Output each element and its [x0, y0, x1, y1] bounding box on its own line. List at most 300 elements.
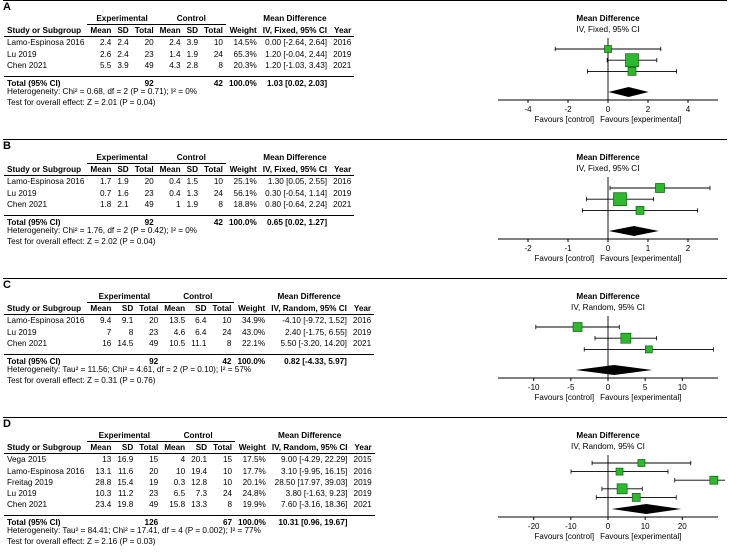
cell-exp-sd: 15.4: [117, 477, 134, 487]
cell-weight: 22.1%: [242, 338, 266, 348]
cell-exp-sd: 11.6: [117, 466, 134, 476]
cell-total-mean-difference: 1.03 [0.02, 2.03]: [260, 77, 330, 90]
cell-ctrl-total: 10: [222, 477, 233, 487]
col-weight: Weight: [226, 25, 260, 37]
statistics-notes: [7, 364, 251, 386]
cell-mean-difference: 1.20 [-0.04, 2.44]: [265, 49, 328, 59]
table-row: [4, 315, 374, 327]
cell-study: Lu 2019: [7, 489, 37, 499]
cell-ctrl-total: 24: [213, 49, 223, 59]
cell-exp-mean: 1.7: [99, 177, 112, 187]
cell-weight: 18.8%: [233, 199, 257, 209]
group-header-mean-difference: Mean Difference: [277, 292, 341, 302]
favours-labels: [490, 393, 726, 402]
cell-ctrl-sd: 13.3: [191, 500, 208, 510]
cell-year: 2015: [353, 455, 372, 465]
cell-mean-difference: 0.80 [-0.64, 2.24]: [265, 199, 328, 209]
cell-weight: 56.1%: [233, 188, 257, 198]
favours-experimental-label: Favours [experimental]: [600, 532, 682, 541]
study-table: [4, 430, 375, 529]
forest-panel-b: [0, 139, 730, 278]
effect-marker: [621, 333, 631, 343]
cell-weight: 65.3%: [233, 49, 257, 59]
cell-exp-total: 49: [144, 60, 154, 70]
cell-ctrl-sd: 1.5: [186, 177, 198, 187]
heterogeneity-text: Heterogeneity: Chi² = 0.68, df = 2 (P = 0.71); I² = 0%: [7, 86, 198, 96]
col-model: IV, Random, 95% CI: [269, 442, 351, 454]
favours-experimental-label: Favours [experimental]: [600, 393, 682, 402]
col-model: IV, Random, 95% CI: [268, 303, 350, 315]
table-column-header: [4, 303, 374, 315]
col-ctrl-sd: SD: [184, 164, 201, 176]
panel-label-a: A: [3, 1, 11, 13]
svg-text:-10: -10: [527, 383, 540, 392]
svg-text:-1: -1: [564, 244, 572, 253]
cell-study: Lamo-Espinosa 2016: [7, 466, 85, 476]
cell-exp-mean: 28.8: [95, 477, 112, 487]
cell-exp-sd: 14.5: [117, 338, 134, 348]
cell-exp-total: 23: [149, 327, 159, 337]
forest-plot-area: [490, 292, 726, 400]
cell-ctrl-mean: 4: [180, 455, 186, 465]
favours-labels: [490, 115, 726, 124]
cell-year: 2019: [353, 477, 372, 487]
col-ctrl-mean: Mean: [157, 25, 184, 37]
effect-marker: [628, 67, 636, 75]
cell-total-exp: 92: [136, 355, 161, 368]
statistics-notes: [7, 86, 197, 108]
table-column-header: [4, 25, 354, 37]
table-row: [4, 188, 354, 199]
col-model: IV, Fixed, 95% CI: [260, 25, 330, 37]
favours-labels: [490, 254, 726, 263]
panel-label-c: C: [3, 279, 11, 291]
col-exp-total: Total: [132, 25, 157, 37]
pooled-effect-diamond: [576, 365, 653, 375]
group-header-control: Control: [161, 291, 234, 303]
panel-label-d: D: [3, 418, 11, 430]
cell-exp-mean: 2.4: [99, 38, 112, 48]
cell-year: 2019: [333, 49, 352, 59]
cell-weight: 20.3%: [233, 60, 257, 70]
cell-ctrl-mean: 1.4: [169, 49, 181, 59]
favours-experimental-label: Favours [experimental]: [600, 115, 682, 124]
blank-cell: [226, 152, 260, 164]
svg-text:1: 1: [645, 244, 651, 253]
svg-text:4: 4: [685, 105, 691, 114]
cell-mean-difference: 9.00 [-4.29, 22.29]: [281, 455, 348, 465]
cell-ctrl-total: 10: [222, 316, 232, 326]
col-exp-total: Total: [136, 442, 161, 454]
effect-marker: [616, 468, 623, 475]
col-ctrl-mean: Mean: [161, 442, 188, 454]
cell-exp-mean: 5.5: [99, 60, 112, 70]
svg-text:-2: -2: [524, 244, 532, 253]
favours-labels: [490, 532, 726, 541]
cell-ctrl-mean: 10: [176, 466, 186, 476]
cell-total-mean-difference: 0.65 [0.02, 1.27]: [260, 216, 330, 229]
table-row: [4, 199, 354, 210]
cell-mean-difference: 1.30 [0.05, 2.55]: [267, 177, 328, 187]
forest-plot-area: [490, 431, 726, 539]
svg-text:-4: -4: [524, 105, 532, 114]
group-header-mean-difference: Mean Difference: [263, 14, 327, 24]
svg-text:-20: -20: [527, 522, 540, 531]
cell-study: Lamo-Espinosa 2016: [7, 316, 85, 326]
table-row: [4, 327, 374, 338]
overall-effect-text: Test for overall effect: Z = 0.31 (P = 0.76): [7, 375, 156, 385]
col-weight: Weight: [234, 303, 268, 315]
cell-mean-difference: 3.10 [-9.95, 16.15]: [281, 466, 348, 476]
svg-text:0: 0: [605, 105, 611, 114]
heterogeneity-text: Heterogeneity: Tau² = 11.56; Chi² = 4.61, df = 2 (P = 0.10); I² = 57%: [7, 364, 252, 374]
forest-plot-svg: [490, 38, 726, 118]
cell-exp-total: 49: [144, 199, 154, 209]
effect-marker: [617, 484, 627, 494]
effect-marker: [632, 493, 640, 501]
col-year: Year: [330, 25, 354, 37]
col-study: Study or Subgroup: [4, 25, 87, 37]
cell-total-ctrl: 42: [201, 216, 226, 229]
overall-effect-text: Test for overall effect: Z = 2.02 (P = 0.04): [7, 236, 156, 246]
cell-weight: 14.5%: [233, 38, 257, 48]
effect-marker: [645, 346, 652, 353]
effect-marker: [636, 206, 644, 214]
blank-cell: [330, 13, 354, 25]
cell-mean-difference: 28.50 [17.97, 39.03]: [274, 477, 348, 487]
cell-ctrl-mean: 4.3: [169, 60, 181, 70]
svg-text:0: 0: [605, 383, 611, 392]
svg-text:5: 5: [642, 383, 648, 392]
cell-ctrl-sd: 7.3: [195, 489, 208, 499]
cell-exp-mean: 13.1: [95, 466, 112, 476]
cell-exp-sd: 1.6: [117, 188, 129, 198]
col-exp-sd: SD: [114, 303, 136, 315]
table-row: [4, 477, 375, 488]
cell-mean-difference: 7.60 [-3.16, 18.36]: [281, 500, 348, 510]
cell-exp-mean: 7: [106, 327, 112, 337]
cell-year: 2021: [353, 500, 372, 510]
cell-exp-sd: 11.2: [117, 489, 134, 499]
cell-total-ctrl: 42: [201, 77, 226, 90]
cell-total-label: Total (95% CI): [4, 516, 87, 529]
cell-exp-sd: 19.8: [117, 500, 134, 510]
svg-text:2: 2: [645, 105, 651, 114]
forest-plot-svg: [490, 316, 726, 396]
cell-exp-sd: 2.4: [117, 38, 129, 48]
forest-title: Mean Difference: [576, 431, 640, 440]
cell-weight: 24.8%: [242, 489, 266, 499]
cell-total-ctrl: 67: [210, 516, 235, 529]
col-year: Year: [351, 442, 375, 454]
col-ctrl-sd: SD: [188, 303, 209, 315]
blank-cell: [350, 291, 374, 303]
svg-text:-5: -5: [567, 383, 575, 392]
blank-cell: [4, 152, 87, 164]
cell-ctrl-mean: 0.3: [173, 477, 186, 487]
col-exp-total: Total: [132, 164, 157, 176]
cell-study: Chen 2021: [7, 338, 48, 348]
cell-ctrl-sd: 2.8: [186, 60, 198, 70]
group-header-experimental: Experimental: [87, 430, 161, 442]
cell-weight: 17.7%: [242, 466, 266, 476]
cell-exp-sd: 3.9: [117, 60, 129, 70]
forest-panel-a: [0, 0, 730, 139]
cell-total-exp: 92: [132, 77, 157, 90]
cell-ctrl-mean: 6.5: [173, 489, 186, 499]
col-exp-sd: SD: [114, 442, 136, 454]
svg-text:20: 20: [677, 522, 687, 531]
cell-exp-mean: 2.6: [99, 49, 112, 59]
overall-effect-text: Test for overall effect: Z = 2.01 (P = 0.04): [7, 97, 156, 107]
col-ctrl-mean: Mean: [161, 303, 188, 315]
col-ctrl-total: Total: [209, 303, 234, 315]
cell-ctrl-mean: 4.6: [173, 327, 186, 337]
group-header-mean-difference: Mean Difference: [278, 431, 342, 441]
cell-study: Lu 2019: [7, 49, 37, 59]
col-exp-sd: SD: [114, 25, 131, 37]
table-row: [4, 37, 354, 49]
blank-cell: [351, 430, 375, 442]
cell-ctrl-sd: 6.4: [195, 316, 207, 326]
cell-study: Lu 2019: [7, 327, 37, 337]
overall-effect-text: Test for overall effect: Z = 2.16 (P = 0.03): [7, 537, 156, 546]
forest-plot-area: [490, 14, 726, 122]
cell-ctrl-mean: 0.4: [169, 177, 181, 187]
cell-total-weight: 100.0%: [234, 355, 268, 368]
cell-blank: [351, 516, 375, 529]
cell-exp-total: 49: [149, 500, 159, 510]
forest-title: Mean Difference: [576, 292, 640, 301]
cell-ctrl-total: 24: [213, 188, 223, 198]
cell-ctrl-mean: 13.5: [169, 316, 186, 326]
cell-year: 2019: [353, 489, 372, 499]
cell-total-label: Total (95% CI): [4, 355, 87, 368]
col-exp-mean: Mean: [87, 303, 114, 315]
cell-mean-difference: 5.50 [-3.20, 14.20]: [280, 338, 347, 348]
cell-ctrl-mean: 0.4: [169, 188, 181, 198]
pooled-effect-diamond: [612, 504, 682, 514]
cell-total-weight: 100.0%: [235, 516, 269, 529]
col-exp-mean: Mean: [87, 164, 114, 176]
cell-weight: 17.5%: [242, 455, 266, 465]
group-header-control: Control: [157, 13, 226, 25]
col-ctrl-sd: SD: [188, 442, 210, 454]
cell-exp-sd: 2.4: [117, 49, 129, 59]
cell-exp-mean: 16: [102, 338, 112, 348]
svg-text:2: 2: [685, 244, 691, 253]
col-exp-sd: SD: [114, 164, 131, 176]
cell-exp-sd: 8: [128, 327, 134, 337]
forest-title: Mean Difference: [576, 153, 640, 162]
study-table: [4, 152, 354, 228]
cell-exp-total: 20: [149, 466, 159, 476]
panel-label-b: B: [3, 140, 11, 152]
table-row: [4, 49, 354, 60]
col-ctrl-sd: SD: [184, 25, 201, 37]
cell-ctrl-total: 24: [222, 327, 232, 337]
group-header-experimental: Experimental: [87, 152, 156, 164]
effect-marker: [656, 184, 665, 193]
cell-ctrl-mean: 15.8: [169, 500, 186, 510]
cell-study: Lamo-Espinosa 2016: [7, 38, 85, 48]
cell-ctrl-sd: 1.9: [186, 49, 198, 59]
favours-experimental-label: Favours [experimental]: [600, 254, 682, 263]
cell-study: Chen 2021: [7, 60, 48, 70]
blank-cell: [4, 430, 87, 442]
effect-marker: [605, 46, 612, 53]
col-study: Study or Subgroup: [4, 442, 87, 454]
cell-exp-mean: 13: [102, 455, 112, 465]
col-model: IV, Fixed, 95% CI: [260, 164, 330, 176]
cell-exp-total: 19: [149, 477, 159, 487]
cell-study: Lu 2019: [7, 188, 37, 198]
cell-blank: [330, 77, 354, 90]
forest-title: Mean Difference: [576, 14, 640, 23]
cell-ctrl-total: 8: [218, 199, 223, 209]
study-table: [4, 291, 374, 367]
cell-exp-total: 20: [144, 38, 154, 48]
cell-exp-total: 20: [144, 177, 154, 187]
cell-exp-total: 15: [149, 455, 159, 465]
col-exp-mean: Mean: [87, 25, 114, 37]
group-header-control: Control: [161, 430, 235, 442]
cell-year: 2016: [352, 316, 372, 326]
cell-weight: 20.1%: [242, 477, 266, 487]
cell-exp-total: 23: [144, 188, 154, 198]
blank-cell: [4, 291, 87, 303]
table-row: [4, 499, 375, 510]
group-header-control: Control: [157, 152, 226, 164]
cell-exp-sd: 2.1: [117, 199, 129, 209]
cell-ctrl-sd: 20.1: [191, 455, 208, 465]
cell-ctrl-sd: 1.3: [186, 188, 198, 198]
forest-plot-svg: [490, 177, 726, 257]
forest-panel-d: [0, 417, 730, 556]
table-group-header: [4, 152, 354, 164]
cell-ctrl-total: 10: [222, 466, 233, 476]
cell-weight: 43.0%: [242, 327, 266, 337]
cell-exp-sd: 1.9: [117, 177, 129, 187]
study-table: [4, 13, 354, 89]
favours-control-label: Favours [control]: [534, 532, 595, 541]
cell-year: 2016: [353, 466, 372, 476]
table-row: [4, 488, 375, 499]
cell-study: Chen 2021: [7, 199, 48, 209]
effect-marker: [710, 476, 718, 484]
table-group-header: [4, 13, 354, 25]
cell-total-exp: 92: [132, 216, 157, 229]
cell-mean-difference: 2.40 [-1.75, 6.55]: [285, 327, 347, 337]
cell-year: 2021: [333, 199, 352, 209]
heterogeneity-text: Heterogeneity: Chi² = 1.76, df = 2 (P = 0.42); I² = 0%: [7, 225, 198, 235]
cell-mean-difference: -4.10 [-9.72, 1.52]: [282, 316, 347, 326]
col-exp-mean: Mean: [87, 442, 114, 454]
blank-cell: [330, 152, 354, 164]
forest-model-label: IV, Random, 95% CI: [571, 442, 645, 451]
cell-ctrl-total: 10: [213, 177, 223, 187]
cell-mean-difference: 0.00 [-2.64, 2.64]: [265, 38, 328, 48]
cell-year: 2016: [333, 177, 352, 187]
forest-panel-c: [0, 278, 730, 417]
table-row: [4, 176, 354, 188]
svg-text:0: 0: [605, 244, 611, 253]
cell-total-ctrl: 42: [209, 355, 234, 368]
svg-text:10: 10: [640, 522, 650, 531]
forest-model-label: IV, Fixed, 95% CI: [576, 164, 640, 173]
cell-total-mean-difference: 0.82 [-4.33, 5.97]: [268, 355, 350, 368]
cell-ctrl-mean: 10.5: [169, 338, 186, 348]
cell-year: 2016: [333, 38, 352, 48]
cell-ctrl-total: 8: [218, 60, 223, 70]
cell-total-weight: 100.0%: [226, 77, 260, 90]
effect-marker: [573, 323, 582, 332]
table-column-header: [4, 164, 354, 176]
table-column-header: [4, 442, 375, 454]
table-row: [4, 338, 374, 349]
cell-ctrl-total: 8: [227, 500, 233, 510]
cell-exp-total: 23: [144, 49, 154, 59]
cell-ctrl-mean: 2.4: [169, 38, 181, 48]
cell-total-label: Total (95% CI): [4, 77, 87, 90]
col-study: Study or Subgroup: [4, 303, 87, 315]
col-ctrl-total: Total: [201, 25, 226, 37]
table-group-header: [4, 291, 374, 303]
col-weight: Weight: [226, 164, 260, 176]
cell-ctrl-sd: 11.1: [191, 338, 207, 348]
cell-mean-difference: 1.20 [-1.03, 3.43]: [265, 60, 328, 70]
cell-ctrl-sd: 19.4: [191, 466, 208, 476]
svg-text:0: 0: [605, 522, 611, 531]
blank-cell: [226, 13, 260, 25]
cell-exp-mean: 1.8: [99, 199, 112, 209]
favours-control-label: Favours [control]: [534, 254, 595, 263]
cell-total-mean-difference: 10.31 [0.96, 19.67]: [269, 516, 351, 529]
cell-ctrl-total: 8: [226, 338, 232, 348]
cell-total-exp: 126: [136, 516, 161, 529]
col-study: Study or Subgroup: [4, 164, 87, 176]
blank-cell: [234, 291, 268, 303]
cell-exp-mean: 9.4: [99, 316, 112, 326]
col-ctrl-total: Total: [201, 164, 226, 176]
svg-text:-10: -10: [565, 522, 577, 531]
cell-weight: 25.1%: [233, 177, 257, 187]
table-row: [4, 454, 375, 466]
cell-blank: [330, 216, 354, 229]
cell-year: 2019: [333, 188, 352, 198]
col-ctrl-mean: Mean: [157, 164, 184, 176]
cell-study: Chen 2021: [7, 500, 48, 510]
blank-cell: [4, 13, 87, 25]
cell-ctrl-sd: 6.4: [195, 327, 207, 337]
cell-ctrl-sd: 1.9: [186, 199, 198, 209]
heterogeneity-text: Heterogeneity: Tau² = 84.41; Chi² = 17.41, df = 4 (P = 0.002); I² = 77%: [7, 526, 261, 535]
group-header-mean-difference: Mean Difference: [263, 153, 327, 163]
effect-marker: [626, 54, 639, 67]
table-group-header: [4, 430, 375, 442]
col-year: Year: [350, 303, 374, 315]
cell-weight: 34.9%: [242, 316, 266, 326]
statistics-notes: [7, 225, 197, 247]
blank-cell: [235, 430, 269, 442]
cell-year: 2019: [352, 327, 372, 337]
cell-exp-total: 23: [149, 489, 159, 499]
cell-total-label: Total (95% CI): [4, 216, 87, 229]
forest-model-label: IV, Random, 95% CI: [571, 303, 645, 312]
cell-mean-difference: 3.80 [-1.63, 9.23]: [285, 489, 348, 499]
cell-exp-sd: 16.9: [117, 455, 134, 465]
effect-marker: [638, 460, 645, 467]
